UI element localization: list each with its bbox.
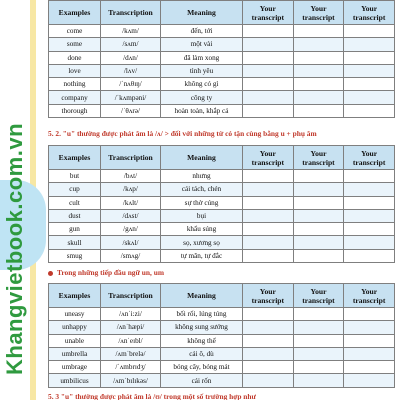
header-examples: Examples	[49, 1, 101, 25]
example-word: skull	[49, 236, 101, 249]
your-transcript-cell[interactable]	[243, 209, 294, 222]
table-header-row	[49, 1, 395, 25]
your-transcript-cell[interactable]	[344, 78, 395, 91]
transcription: /gʌn/	[101, 223, 161, 236]
your-transcript-cell[interactable]	[344, 236, 395, 249]
header-your-transcript: Your transcript	[243, 1, 294, 25]
table-row	[49, 361, 395, 374]
your-transcript-cell[interactable]	[243, 321, 294, 334]
your-transcript-cell[interactable]	[344, 321, 395, 334]
your-transcript-cell[interactable]	[344, 334, 395, 347]
your-transcript-cell[interactable]	[243, 334, 294, 347]
meaning: tự mãn, tự đắc	[161, 249, 243, 262]
meaning: bóng cây, bóng mát	[161, 361, 243, 374]
table-row	[49, 38, 395, 51]
section-heading-5-2: 5. 2. "u" thường được phát âm là /ʌ/ > đối với những từ có tận cùng bằng u + phụ âm	[48, 129, 317, 138]
your-transcript-cell[interactable]	[344, 183, 395, 196]
example-word: uneasy	[49, 308, 101, 321]
table-row	[49, 91, 395, 104]
your-transcript-cell[interactable]	[344, 374, 395, 387]
transcription: /ˈθʌrə/	[101, 104, 161, 117]
transcription: /ʌnˈeɪbl/	[101, 334, 161, 347]
transcription: /sʌm/	[101, 38, 161, 51]
table-row	[49, 334, 395, 347]
example-word: but	[49, 170, 101, 183]
table-row	[49, 196, 395, 209]
table3-body	[49, 308, 395, 388]
bullet-icon	[48, 271, 53, 276]
your-transcript-cell[interactable]	[243, 183, 294, 196]
your-transcript-cell[interactable]	[243, 374, 294, 387]
example-word: unhappy	[49, 321, 101, 334]
meaning: không sung sướng	[161, 321, 243, 334]
header-examples: Examples	[49, 146, 101, 170]
meaning: một vài	[161, 38, 243, 51]
example-word: cult	[49, 196, 101, 209]
header-your-transcript: Your transcript	[293, 1, 344, 25]
meaning: bối rối, lúng túng	[161, 308, 243, 321]
your-transcript-cell[interactable]	[243, 249, 294, 262]
table-row	[49, 209, 395, 222]
section-heading-prefix	[48, 268, 164, 277]
your-transcript-cell[interactable]	[243, 91, 294, 104]
transcription: /ˈkʌmpəni/	[101, 91, 161, 104]
table-row	[49, 64, 395, 77]
your-transcript-cell[interactable]	[293, 170, 344, 183]
transcription: /lʌv/	[101, 64, 161, 77]
your-transcript-cell[interactable]	[243, 308, 294, 321]
table-row	[49, 249, 395, 262]
example-word: gun	[49, 223, 101, 236]
example-word: smug	[49, 249, 101, 262]
meaning: tình yêu	[161, 64, 243, 77]
your-transcript-cell[interactable]	[344, 25, 395, 38]
your-transcript-cell[interactable]	[243, 361, 294, 374]
transcription: /bʌt/	[101, 170, 161, 183]
example-word: love	[49, 64, 101, 77]
table-row	[49, 321, 395, 334]
section-heading-5-3: 5. 3 "u" thường được phát âm là /ʊ/ trong một số trường hợp như	[48, 392, 256, 400]
your-transcript-cell[interactable]	[293, 104, 344, 117]
table-row	[49, 223, 395, 236]
table-row	[49, 374, 395, 387]
meaning: sọ, xương sọ	[161, 236, 243, 249]
your-transcript-cell[interactable]	[293, 321, 344, 334]
table1-body	[49, 25, 395, 118]
vocab-table-3	[48, 283, 395, 388]
example-word: cup	[49, 183, 101, 196]
your-transcript-cell[interactable]	[293, 249, 344, 262]
transcription: /skʌl/	[101, 236, 161, 249]
your-transcript-cell[interactable]	[293, 361, 344, 374]
header-your-transcript: Your transcript	[243, 284, 294, 308]
table-row	[49, 170, 395, 183]
example-word: done	[49, 51, 101, 64]
your-transcript-cell[interactable]	[344, 64, 395, 77]
table-header-row	[49, 146, 395, 170]
your-transcript-cell[interactable]	[293, 209, 344, 222]
example-word: dust	[49, 209, 101, 222]
your-transcript-cell[interactable]	[243, 223, 294, 236]
transcription: /ʌmˈbrelə/	[101, 347, 161, 360]
meaning: cái ô, dù	[161, 347, 243, 360]
your-transcript-cell[interactable]	[293, 25, 344, 38]
your-transcript-cell[interactable]	[243, 64, 294, 77]
your-transcript-cell[interactable]	[344, 104, 395, 117]
table-row	[49, 104, 395, 117]
transcription: /ʌmˈbɪlɪkəs/	[101, 374, 161, 387]
example-word: company	[49, 91, 101, 104]
your-transcript-cell[interactable]	[293, 91, 344, 104]
your-transcript-cell[interactable]	[344, 170, 395, 183]
your-transcript-cell[interactable]	[293, 223, 344, 236]
meaning: sự thờ cúng	[161, 196, 243, 209]
header-meaning: Meaning	[161, 146, 243, 170]
your-transcript-cell[interactable]	[293, 183, 344, 196]
transcription: /ʌnˈi:zi/	[101, 308, 161, 321]
header-your-transcript: Your transcript	[293, 284, 344, 308]
your-transcript-cell[interactable]	[293, 196, 344, 209]
header-your-transcript: Your transcript	[293, 146, 344, 170]
watermark-text: Khangvietbook.com.vn	[2, 122, 27, 375]
your-transcript-cell[interactable]	[344, 91, 395, 104]
your-transcript-cell[interactable]	[293, 64, 344, 77]
your-transcript-cell[interactable]	[243, 38, 294, 51]
your-transcript-cell[interactable]	[243, 196, 294, 209]
vocab-table-1	[48, 0, 395, 118]
your-transcript-cell[interactable]	[243, 104, 294, 117]
table-row	[49, 51, 395, 64]
meaning: khẩu súng	[161, 223, 243, 236]
header-your-transcript: Your transcript	[344, 1, 395, 25]
your-transcript-cell[interactable]	[293, 38, 344, 51]
header-examples: Examples	[49, 284, 101, 308]
meaning: hoàn toàn, khắp cả	[161, 104, 243, 117]
example-word: umbilicus	[49, 374, 101, 387]
your-transcript-cell[interactable]	[344, 196, 395, 209]
your-transcript-cell[interactable]	[344, 249, 395, 262]
vocab-table-2	[48, 145, 395, 263]
example-word: thorough	[49, 104, 101, 117]
your-transcript-cell[interactable]	[293, 347, 344, 360]
meaning: công ty	[161, 91, 243, 104]
transcription: /dʌst/	[101, 209, 161, 222]
header-transcription: Transcription	[101, 1, 161, 25]
meaning: đã làm xong	[161, 51, 243, 64]
header-meaning: Meaning	[161, 284, 243, 308]
your-transcript-cell[interactable]	[293, 334, 344, 347]
example-word: unable	[49, 334, 101, 347]
header-transcription: Transcription	[101, 146, 161, 170]
transcription: /kʌp/	[101, 183, 161, 196]
your-transcript-cell[interactable]	[293, 51, 344, 64]
header-your-transcript: Your transcript	[344, 146, 395, 170]
your-transcript-cell[interactable]	[243, 78, 294, 91]
meaning: cái rốn	[161, 374, 243, 387]
your-transcript-cell[interactable]	[243, 236, 294, 249]
header-your-transcript: Your transcript	[344, 284, 395, 308]
your-transcript-cell[interactable]	[293, 374, 344, 387]
meaning: không thể	[161, 334, 243, 347]
table2-body	[49, 170, 395, 263]
transcription: /dʌn/	[101, 51, 161, 64]
table-row	[49, 236, 395, 249]
table-row	[49, 25, 395, 38]
section-heading-prefix-text: Trong những tiếp đầu ngữ un, um	[57, 268, 164, 277]
your-transcript-cell[interactable]	[243, 25, 294, 38]
table-row	[49, 183, 395, 196]
your-transcript-cell[interactable]	[243, 51, 294, 64]
example-word: umbrage	[49, 361, 101, 374]
your-transcript-cell[interactable]	[344, 308, 395, 321]
example-word: nothing	[49, 78, 101, 91]
your-transcript-cell[interactable]	[243, 347, 294, 360]
your-transcript-cell[interactable]	[293, 78, 344, 91]
meaning: không có gì	[161, 78, 243, 91]
table-row	[49, 78, 395, 91]
header-meaning: Meaning	[161, 1, 243, 25]
your-transcript-cell[interactable]	[344, 38, 395, 51]
meaning: nhưng	[161, 170, 243, 183]
transcription: /ˈnʌθɪŋ/	[101, 78, 161, 91]
your-transcript-cell[interactable]	[293, 308, 344, 321]
transcription: /smʌg/	[101, 249, 161, 262]
your-transcript-cell[interactable]	[243, 170, 294, 183]
transcription: /kʌm/	[101, 25, 161, 38]
example-word: umbrella	[49, 347, 101, 360]
transcription: /ˈʌmbrɪdʒ/	[101, 361, 161, 374]
your-transcript-cell[interactable]	[344, 209, 395, 222]
table-row	[49, 347, 395, 360]
table-header-row	[49, 284, 395, 308]
your-transcript-cell[interactable]	[344, 347, 395, 360]
example-word: some	[49, 38, 101, 51]
table-row	[49, 308, 395, 321]
transcription: /kʌlt/	[101, 196, 161, 209]
transcription: /ʌnˈhæpi/	[101, 321, 161, 334]
your-transcript-cell[interactable]	[293, 236, 344, 249]
meaning: cái tách, chén	[161, 183, 243, 196]
your-transcript-cell[interactable]	[344, 223, 395, 236]
meaning: bụi	[161, 209, 243, 222]
header-your-transcript: Your transcript	[243, 146, 294, 170]
example-word: come	[49, 25, 101, 38]
your-transcript-cell[interactable]	[344, 361, 395, 374]
your-transcript-cell[interactable]	[344, 51, 395, 64]
meaning: đến, tới	[161, 25, 243, 38]
header-transcription: Transcription	[101, 284, 161, 308]
